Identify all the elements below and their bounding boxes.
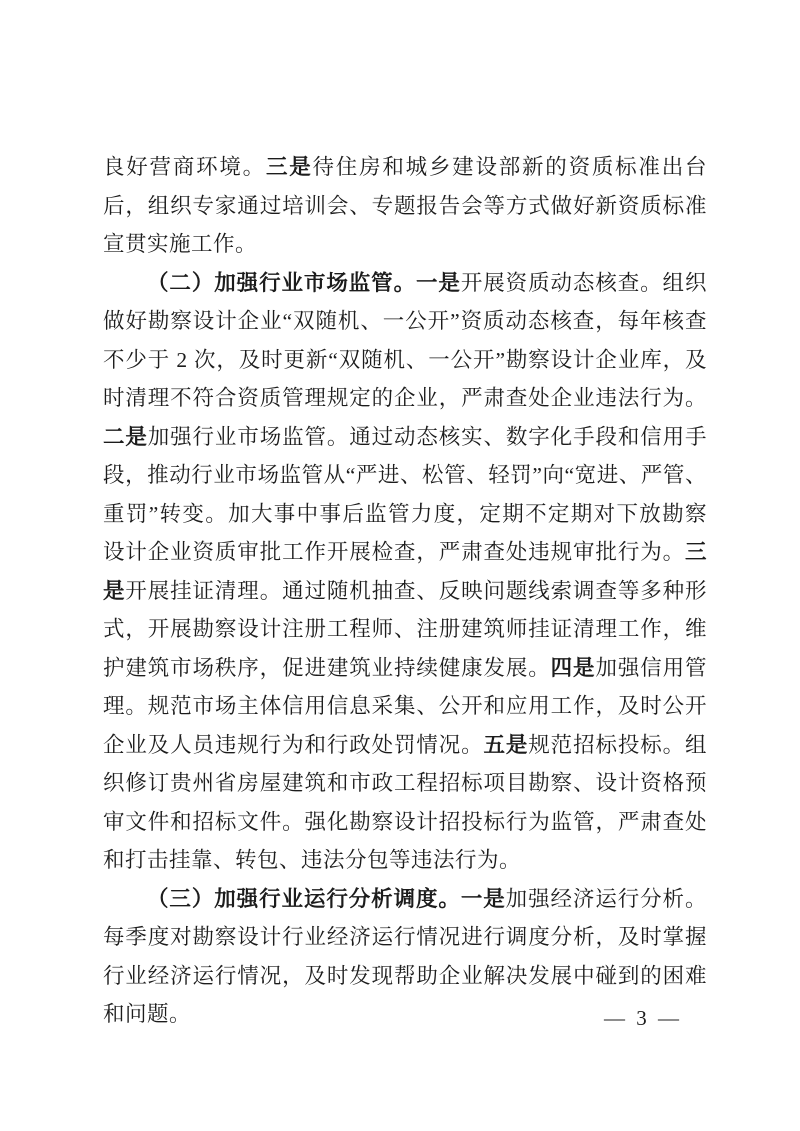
text-run: 加强经济运行分析。每季度对勘察设计行业经济运行情况进行调度分析，及时掌握行业经济运行情况，及时发现帮助企业解决发展中碰到的困难和问题。 xyxy=(103,886,707,1026)
emphasis-text-run: 三是 xyxy=(103,540,707,603)
emphasis-text-run: （三）加强行业运行分析调度。 xyxy=(147,886,461,911)
document-body xyxy=(103,148,707,1034)
emphasis-text-run: 五是 xyxy=(483,732,529,757)
text-run: 开展挂证清理。通过随机抽查、反映问题线索调查等多种形式，开展勘察设计注册工程师、注册建筑师挂证清理工作，维护建筑市场秩序，促进建筑业持续健康发展。 xyxy=(103,578,707,680)
page-number: — 3 — xyxy=(604,1006,682,1030)
emphasis-text-run: 一是 xyxy=(460,886,506,911)
emphasis-text-run: 一是 xyxy=(415,270,461,295)
text-run: 待住房和城乡建设部新的资质标准出台后，组织专家通过培训会、专题报告会等方式做好新资质标准宣贯实施工作。 xyxy=(103,155,707,256)
text-run: 开展资质动态核查。组织做好勘察设计企业“双随机、一公开”资质动态核查，每年核查不少于 2 次，及时更新“双随机、一公开”勘察设计企业库，及时清理不符合资质管理规定的企业，严肃查处企业违法行为。 xyxy=(103,270,707,410)
paragraph xyxy=(103,264,707,880)
text-run: 规范招标投标。组织修订贵州省房屋建筑和市政工程招标项目勘察、设计资格预审文件和招标文件。强化勘察设计招投标行为监管，严肃查处和打击挂靠、转包、违法分包等违法行为。 xyxy=(103,732,707,872)
emphasis-text-run: 二是 xyxy=(103,424,148,449)
text-run: 加强行业市场监管。通过动态核实、数字化手段和信用手段，推动行业市场监管从“严进、松管、轻罚”向“宽进、严管、重罚”转变。加大事中事后监管力度，定期不定期对下放勘察设计企业资质审批工作开展检查，严肃查处违规审批行为。 xyxy=(103,424,707,564)
text-run: 加强信用管理。规范市场主体信用信息采集、公开和应用工作，及时公开企业及人员违规行为和行政处罚情况。 xyxy=(103,655,707,757)
emphasis-text-run: 三是 xyxy=(265,155,313,179)
paragraph xyxy=(103,148,707,264)
emphasis-text-run: 四是 xyxy=(550,655,596,680)
text-run: 良好营商环境。 xyxy=(103,155,266,179)
emphasis-text-run: （二）加强行业市场监管。 xyxy=(147,270,416,295)
